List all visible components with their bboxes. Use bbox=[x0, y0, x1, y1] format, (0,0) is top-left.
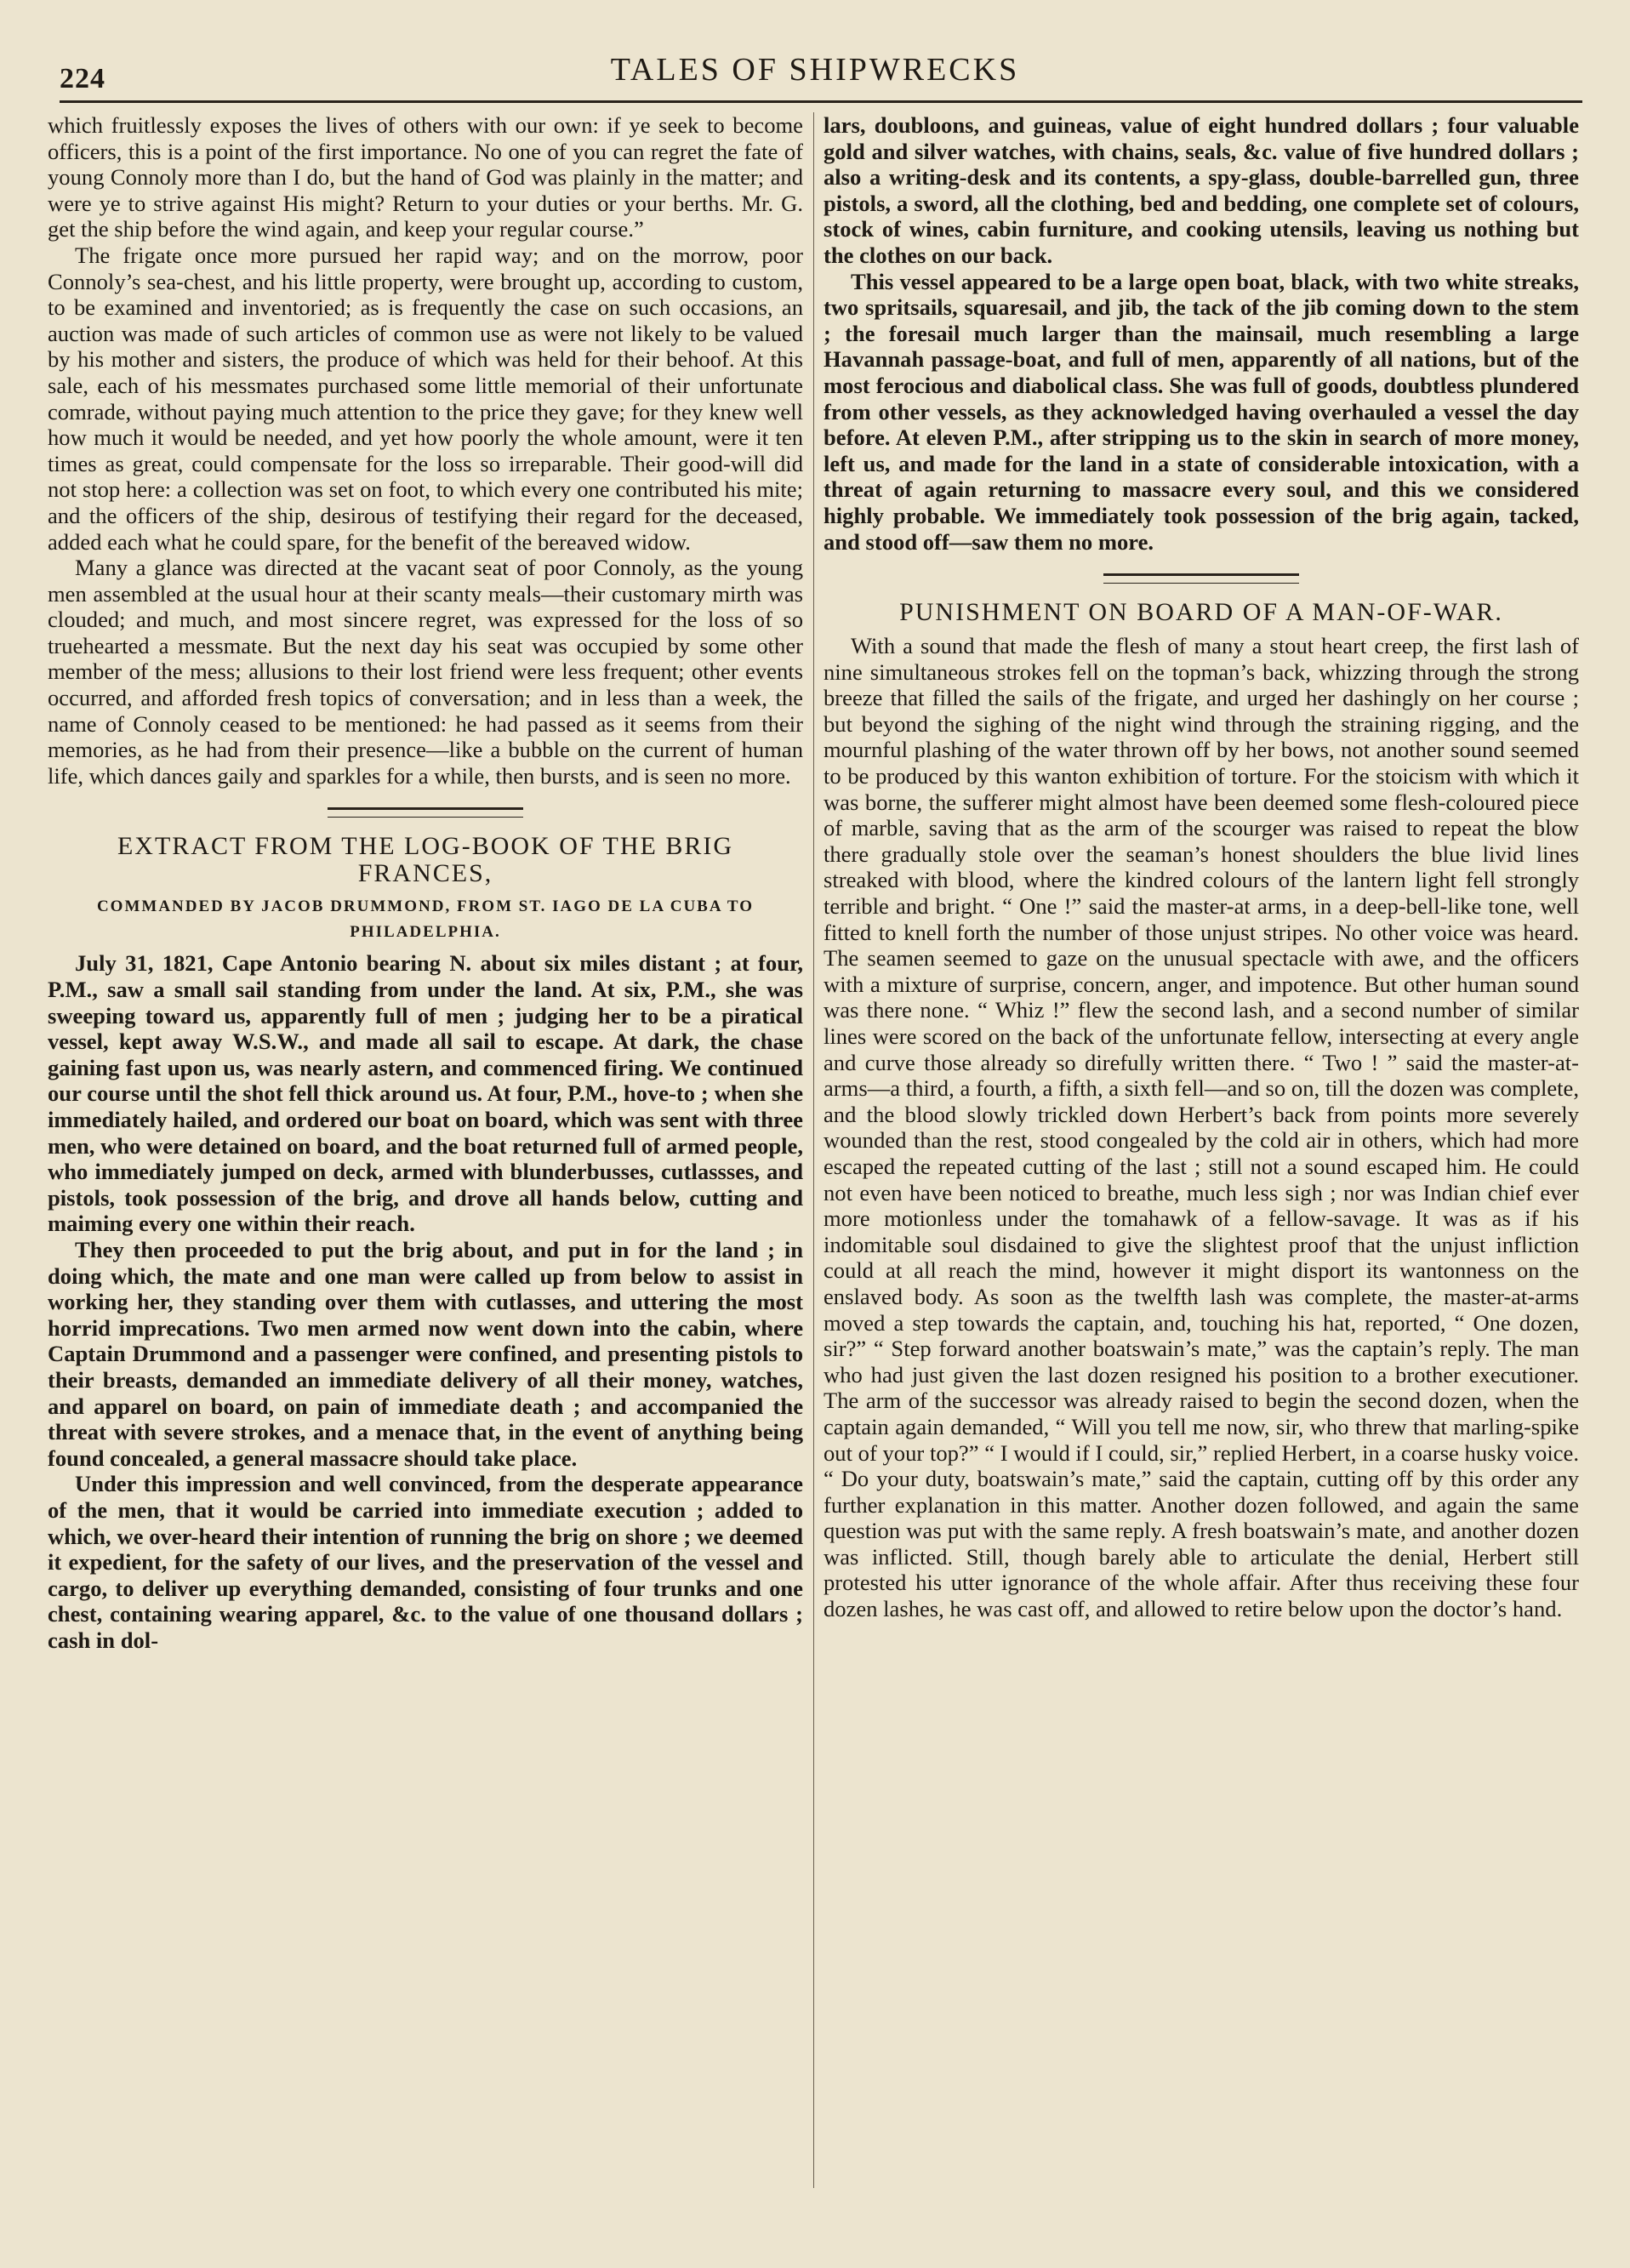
section-title-extract: EXTRACT FROM THE LOG-BOOK OF THE BRIG FRANCES, bbox=[117, 832, 734, 888]
paragraph: Many a glance was directed at the vacant seat of poor Connoly, as the young men assembled at the usual hour at their scanty meals—their customary mirth was clouded; and much, and most sincere regret, was expressed for the loss of so truehearted a messmate. But the next day his seat was occupied by some other member of the mess; allusions to their lost friend were less frequent; other events occurred, and afforded fresh topics of conversation; and in less than a week, the name of Connoly ceased to be mentioned: he had passed as it seems from their memories, as he had from their presence—like a bubble on the current of human life, which dances gaily and sparkles for a while, then bursts, and is seen no more. bbox=[48, 555, 803, 789]
paragraph: July 31, 1821, Cape Antonio bearing N. about six miles distant ; at four, P.M., saw a small sail standing from under the land. At six, P.M., she was sweeping toward us, apparently full of men ; judging her to be a piratical vessel, kept away W.S.W., and made all sail to escape. At dark, the chase gaining fast upon us, was nearly astern, and commenced firing. We continued our course until the shot fell thick around us. At four, P.M., hove-to ; when she immediately hailed, and ordered our boat on board, which was sent with three men, who were detained on board, and the boat returned full of armed people, who immediately jumped on deck, armed with blunderbusses, cutlassses, and pistols, took possession of the brig, and drove all hands below, cutting and maiming every one within their reach. bbox=[48, 950, 803, 1237]
paragraph: lars, doubloons, and guineas, value of eight hundred dollars ; four valuable gold and silver watches, with chains, seals, &c. value of five hundred dollars ; also a writing-desk and its contents, a spy-glass, double-barrelled gun, three pistols, a sword, all the clothing, bed and bedding, one complete set of colours, stock of wines, cabin furniture, and cooking utensils, leaving us nothing but the clothes on our back. bbox=[824, 112, 1579, 268]
section-title-punishment: PUNISHMENT ON BOARD OF A MAN-OF-WAR. bbox=[899, 598, 1503, 627]
paragraph: This vessel appeared to be a large open boat, black, with two white streaks, two spritsails, squaresail, and jib, the tack of the jib coming down to the stem ; the foresail much larger than the mainsail, much resembling a large Havannah passage-boat, and full of men, apparently of all nations, but of the most ferocious and diabolical class. She was full of goods, doubtless plundered from other vessels, as they acknowledged having overhauled a vessel the day before. At eleven P.M., after stripping us to the skin in search of more money, left us, and made for the land in a state of considerable intoxication, with a threat of again returning to massacre every soul, and this we considered highly probable. We immediately took possession of the brig again, tacked, and stood off—saw them no more. bbox=[824, 268, 1579, 555]
paragraph: Under this impression and well convinced, from the desperate appearance of the men, that it would be carried into immediate execution ; added to which, we over-heard their intention of running the brig on shore ; we deemed it expedient, for the safety of our lives, and the preservation of the vessel and cargo, to deliver up everything demanded, consisting of four trunks and one chest, containing wearing apparel, &c. to the value of one thousand dollars ; cash in dol- bbox=[48, 1471, 803, 1653]
running-title: TALES OF SHIPWRECKS bbox=[610, 52, 1020, 88]
section-subtitle-extract: COMMANDED BY JACOB DRUMMOND, FROM ST. IAGO DE LA CUBA TO PHILADELPHIA. bbox=[96, 898, 755, 942]
paragraph: which fruitlessly exposes the lives of others with our own: if ye seek to become officers, this is a point of the first importance. No one of you can regret the fate of young Connoly more than I do, but the hand of God was plainly in the matter; and were ye to strive against His might? Return to your duties or your berths. Mr. G. get the ship before the wind again, and keep your regular course.” bbox=[48, 112, 803, 242]
right-column bbox=[824, 112, 1579, 2217]
section-divider bbox=[328, 807, 523, 818]
column-divider bbox=[813, 112, 814, 2188]
left-column bbox=[48, 112, 803, 2217]
header-rule bbox=[60, 100, 1582, 103]
paragraph: With a sound that made the flesh of many a stout heart creep, the first lash of nine simultaneous strokes fell on the topman’s back, whizzing through the strong breeze that filled the sails of the frigate, and urged her dashingly on her course ; but beyond the sighing of the night wind through the straining rigging, and the mournful plashing of the water thrown off by her bows, not another sound seemed to be produced by this wanton exhibition of torture. For the stoicism with which it was borne, the sufferer might almost have been deemed some flesh-coloured piece of marble, saving that as the arm of the scourger was raised to repeat the blow there gradually stole over the seaman’s honest shoulders the blue livid lines streaked with blood, where the kindred colours of the lantern light fell strongly terrible and bright. “ One !” said the master-at arms, in a deep-bell-like tone, well fitted to knell forth the number of those unjust stripes. No other voice was heard. The seamen seemed to gaze on the unusual spectacle with awe, and the officers with a mixture of surprise, concern, anger, and impotence. But other human sound was there none. “ Whiz !” flew the second lash, and a second number of similar lines were scored on the back of the unfortunate fellow, intersecting at every angle and curve those already so direfully written there. “ Two ! ” said the master-at-arms—a third, a fourth, a fifth, a sixth fell—and so on, till the dozen was complete, and the blood slowly trickled down Herbert’s back from points more severely wounded than the rest, stood congealed by the cold air in others, which had more escaped the repeated cutting of the last ; still not a sound escaped him. He could not even have been noticed to breathe, much less sigh ; nor was Indian chief ever more motionless under the tomahawk of a fellow-savage. It was as if his indomitable soul disdained to give the slightest proof that the unjust infliction could at all reach the mind, however it might disport its wantonness on the enslaved body. As soon as the twelfth lash was complete, the master-at-arms moved a step towards the captain, and, touching his hat, reported, “ One dozen, sir?” “ Step forward another boatswain’s mate,” was the captain’s reply. The man who had just given the last dozen resigned his position to a brother executioner. The arm of the successor was already raised to begin the second dozen, when the captain again demanded, “ Will you tell me now, sir, who threw that marling-spike out of your top?” “ I would if I could, sir,” replied Herbert, in a coarse husky voice. “ Do your duty, boatswain’s mate,” said the captain, cutting off by this order any further explanation in this matter. Another dozen followed, and again the same question was put with the same reply. A fresh boatswain’s mate, and another dozen was inflicted. Still, though barely able to articulate the denial, Herbert still protested his utter ignorance of the whole affair. After thus receiving these four dozen lashes, he was cast off, and allowed to retire below upon the doctor’s hand. bbox=[824, 633, 1579, 1622]
paragraph: The frigate once more pursued her rapid way; and on the morrow, poor Connoly’s sea-chest, and his little property, were brought up, according to custom, to be examined and inventoried; as is frequently the case on such occasions, an auction was made of such articles of common use as were not likely to be valued by his mother and sisters, the produce of which was held for their behoof. At this sale, each of his messmates purchased some little memorial of their unfortunate comrade, without paying much attention to the price they gave; for they knew well how much it would be needed, and yet how poorly the whole amount, were it ten times as great, could compensate for the loss so irreparable. Their good-will did not stop here: a collection was set on foot, to which every one contributed his mite; and the officers of the ship, desirous of testifying their regard for the deceased, added each what he could spare, for the benefit of the bereaved widow. bbox=[48, 242, 803, 555]
paragraph: They then proceeded to put the brig about, and put in for the land ; in doing which, the mate and one man were called up from below to assist in working her, they standing over them with cutlasses, and uttering the most horrid imprecations. Two men armed now went down into the cabin, where Captain Drummond and a passenger were confined, and presenting pistols to their breasts, demanded an immediate delivery of all their money, watches, and apparel on board, on pain of immediate death ; and accompanied the threat with severe strokes, and a menace that, in the event of anything being found concealed, a general massacre should take place. bbox=[48, 1236, 803, 1471]
page-number: 224 bbox=[60, 63, 105, 94]
section-divider bbox=[1103, 573, 1299, 584]
